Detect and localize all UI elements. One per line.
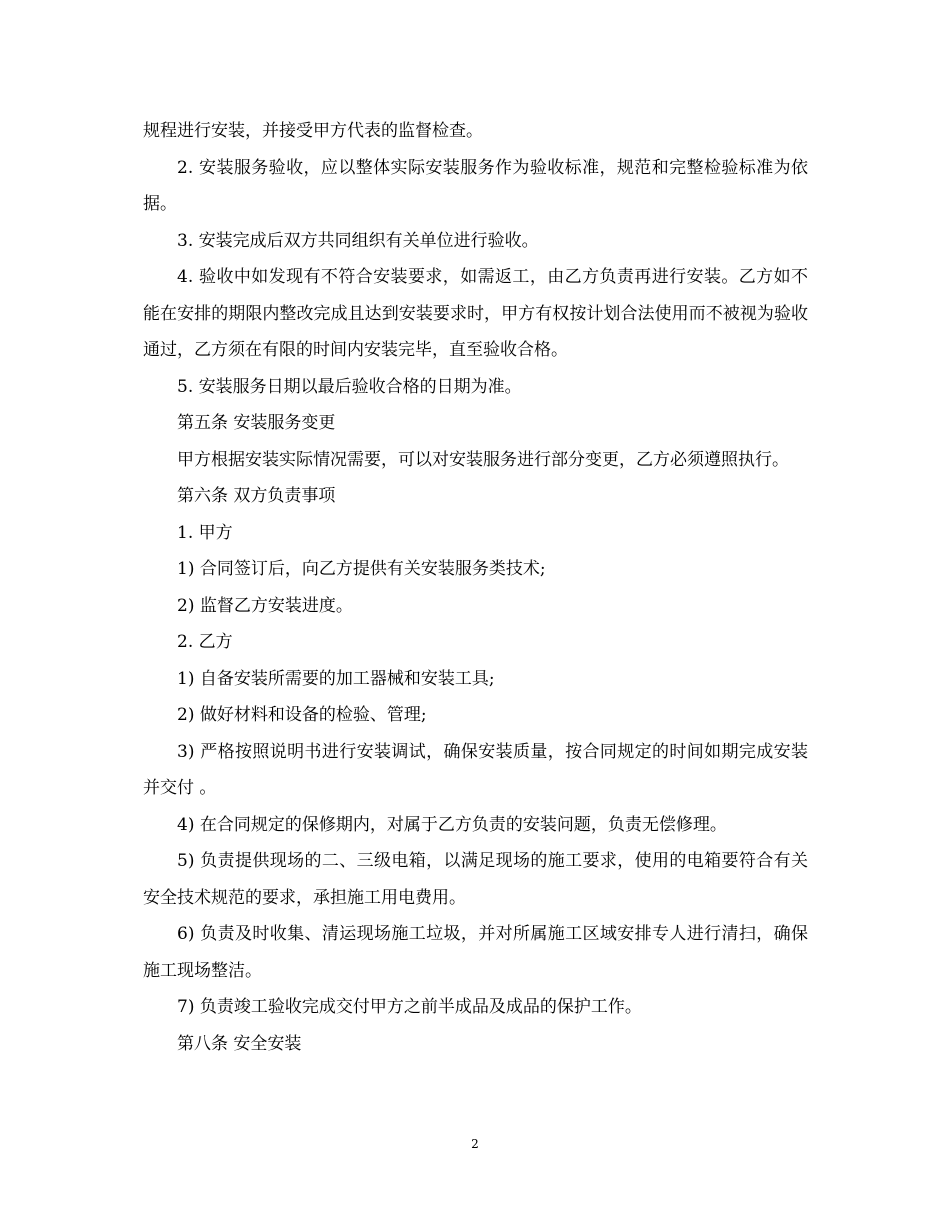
party-b-item-1: 1) 自备安装所需要的加工器械和安装工具; xyxy=(177,668,495,689)
document-body xyxy=(143,113,808,1062)
page-number: 2 xyxy=(471,1137,479,1151)
paragraph-continuation: 规程进行安装，并接受甲方代表的监督检查。 xyxy=(143,121,483,141)
party-b-item-4: 4) 在合同规定的保修期内，对属于乙方负责的安装问题，负责无偿修理。 xyxy=(177,814,727,835)
party-a-heading: 1. 甲方 xyxy=(177,522,233,543)
party-b-item-2: 2) 做好材料和设备的检验、管理; xyxy=(177,705,427,725)
article-5-heading: 第五条 安装服务变更 xyxy=(177,413,336,433)
party-b-item-5: 5) 负责提供现场的二、三级电箱，以满足现场的施工要求，使用的电箱要符合有关安全技术规范的要求，承担施工用电费用。 xyxy=(143,851,808,908)
party-a-item-2: 2) 监督乙方安装进度。 xyxy=(177,595,353,616)
article-6-heading: 第六条 双方负责事项 xyxy=(177,486,336,506)
party-b-item-3: 3) 严格按照说明书进行安装调试，确保安装质量，按合同规定的时间如期完成安装并交付 。 xyxy=(143,741,808,798)
article-5-body: 甲方根据安装实际情况需要，可以对安装服务进行部分变更，乙方必须遵照执行。 xyxy=(177,449,789,470)
party-b-item-7: 7) 负责竣工验收完成交付甲方之前半成品及成品的保护工作。 xyxy=(177,997,642,1017)
party-b-item-6: 6) 负责及时收集、清运现场施工垃圾，并对所属施工区域安排专人进行清扫，确保施工现场整洁。 xyxy=(143,924,808,981)
paragraph-item-2: 2. 安装服务验收，应以整体实际安装服务作为验收标准，规范和完整检验标准为依据。 xyxy=(143,157,808,214)
party-b-heading: 2. 乙方 xyxy=(177,632,233,652)
paragraph-item-3: 3. 安装完成后双方共同组织有关单位进行验收。 xyxy=(177,230,539,251)
paragraph-item-5: 5. 安装服务日期以最后验收合格的日期为准。 xyxy=(177,376,522,397)
party-a-item-1: 1) 合同签订后，向乙方提供有关安装服务类技术; xyxy=(177,559,546,579)
article-8-heading: 第八条 安全安装 xyxy=(177,1033,302,1054)
paragraph-item-4: 4. 验收中如发现有不符合安装要求，如需返工，由乙方负责再进行安装。乙方如不能在安排的期限内整改完成且达到安装要求时，甲方有权按计划合法使用而不被视为验收通过，乙方须在有限的时间内安装完毕，直至验收合格。 xyxy=(143,267,808,360)
